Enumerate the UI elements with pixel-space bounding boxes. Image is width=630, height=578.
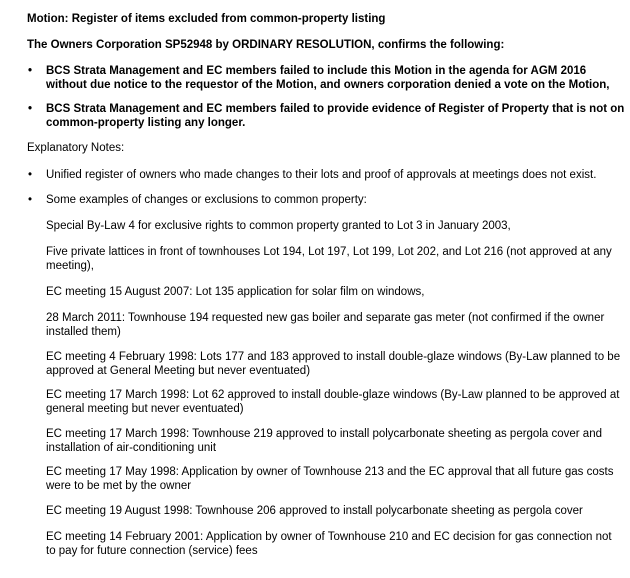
example-item: EC meeting 17 March 1998: Lot 62 approved to install double-glaze windows (By-Law planned to be approved at general meeting but never eventuated) <box>46 389 620 415</box>
explanatory-point-text: Unified register of owners who made changes to their lots and proof of approvals at meetings does not exist. <box>46 169 597 181</box>
bullet-icon: • <box>28 169 33 181</box>
example-item: EC meeting 4 February 1998: Lots 177 and 183 approved to install double-glaze windows (By-Law planned to be approved at General Meeting but never eventuated) <box>46 351 621 377</box>
example-item: EC meeting 19 August 1998: Townhouse 206 approved to install polycarbonate sheeting as pergola cover <box>46 505 583 517</box>
example-item: EC meeting 17 March 1998: Townhouse 219 approved to install polycarbonate sheeting as pergola cover and installation of air-conditioning unit <box>46 428 602 454</box>
resolution-point-text: BCS Strata Management and EC members failed to provide evidence of Register of Property that is not on common-property listing any longer. <box>46 103 625 129</box>
resolution-line: The Owners Corporation SP52948 by ORDINARY RESOLUTION, confirms the following: <box>27 39 505 51</box>
example-item: EC meeting 14 February 2001: Application by owner of Townhouse 210 and EC decision for gas connection not to pay for future connection (service) fees <box>46 531 612 557</box>
resolution-point-text: BCS Strata Management and EC members failed to include this Motion in the agenda for AGM 2016 without due notice to the requestor of the Motion, and owners corporation denied a vote on the Motion, <box>46 65 610 91</box>
bullet-icon: • <box>28 65 33 77</box>
example-item: 28 March 2011: Townhouse 194 requested new gas boiler and separate gas meter (not confirmed if the owner installed them) <box>46 312 605 338</box>
example-item: EC meeting 15 August 2007: Lot 135 application for solar film on windows, <box>46 286 425 298</box>
example-item: EC meeting 17 May 1998: Application by owner of Townhouse 213 and the EC approval that all future gas costs were to be met by the owner <box>46 466 614 492</box>
explanatory-heading: Explanatory Notes: <box>27 142 125 154</box>
motion-title: Motion: Register of items excluded from common-property listing <box>27 13 386 25</box>
example-item: Special By-Law 4 for exclusive rights to common property granted to Lot 3 in January 2003, <box>46 220 511 232</box>
bullet-icon: • <box>28 194 33 206</box>
bullet-icon: • <box>28 103 33 115</box>
explanatory-point-text: Some examples of changes or exclusions to common property: <box>46 194 367 206</box>
example-item: Five private lattices in front of townhouses Lot 194, Lot 197, Lot 199, Lot 202, and Lot 216 (not approved at any meeting), <box>46 246 612 272</box>
